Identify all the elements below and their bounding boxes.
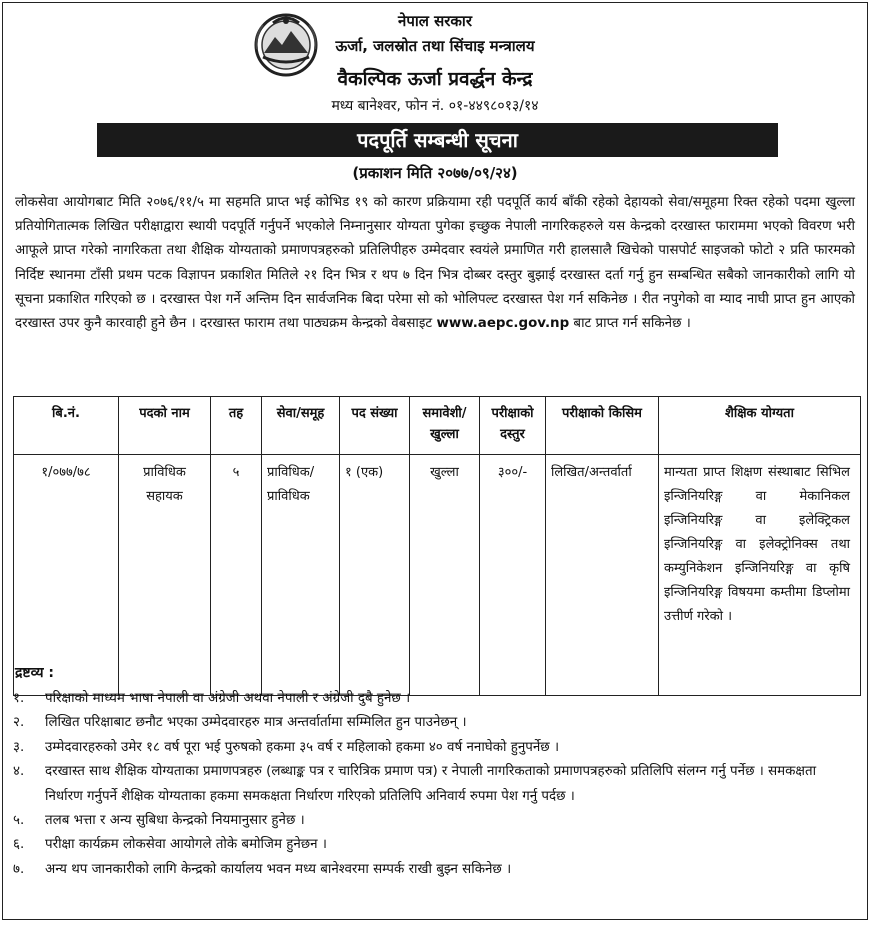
- col-header-qualification: शैक्षिक योग्यता: [659, 397, 861, 455]
- col-header-post: पदको नाम: [119, 397, 211, 455]
- col-header-level: तह: [211, 397, 262, 455]
- letterhead: [3, 3, 867, 121]
- intro-paragraph: [15, 191, 855, 336]
- note-text: परीक्षा कार्यक्रम लोकसेवा आयोगले तोके बमोजिम हुनेछन ।: [45, 837, 327, 853]
- col-header-count: पद संख्या: [340, 397, 410, 455]
- table-header-row: [14, 397, 861, 455]
- note-text: उम्मेदवारहरुको उमेर १८ वर्ष पूरा भई पुरुषको हकमा ३५ वर्ष र महिलाको हकमा ४० वर्ष ननाघेको हुनुपर्नेछ ।: [45, 739, 560, 755]
- list-item: [13, 760, 851, 809]
- note-number: ६.: [13, 837, 25, 853]
- note-text: परिक्षाको माध्यम भाषा नेपाली वा अंग्रेजी अथवा नेपाली र अंग्रेजी दुबै हुनेछ ।: [45, 691, 411, 706]
- vacancy-table: [13, 396, 861, 696]
- list-item: [13, 833, 851, 857]
- note-number: ७.: [13, 861, 25, 877]
- list-item: [13, 858, 851, 882]
- col-header-service: सेवा/समूह: [262, 397, 340, 455]
- notes-heading: द्रष्टव्य :: [15, 665, 54, 681]
- note-number: ५.: [13, 813, 25, 829]
- table-row: [14, 455, 861, 696]
- cell-exam-type: लिखित/अन्तर्वार्ता: [546, 455, 659, 696]
- centre-name: वैकल्पिक ऊर्जा प्रवर्द्धन केन्द्र: [337, 68, 533, 90]
- cell-qualification: मान्यता प्राप्त शिक्षण संस्थाबाट सिभिल इन्जिनियरिङ्ग वा मेकानिकल इन्जिनियरिङ्ग वा इलेक्ट्रिकल इन्जिनियरिङ्ग वा इलेक्ट्रोनिक्स तथा कम्युनिकेशन इन्जिनियरिङ्ग वा कृषि इन्जिनियरिङ्ग विषयमा कम्तीमा डिप्लोमा उत्तीर्ण गरेको ।: [659, 455, 861, 696]
- cell-fee: ३००/-: [480, 455, 546, 696]
- col-header-serial: बि.नं.: [14, 397, 119, 455]
- list-item: [13, 736, 851, 760]
- note-text: तलब भत्ता र अन्य सुबिधा केन्द्रको नियमानुसार हुनेछ ।: [45, 813, 305, 829]
- note-number: २.: [13, 715, 25, 731]
- note-number: ३.: [13, 739, 25, 755]
- publication-date: (प्रकाशन मिति २०७७/०९/२४): [352, 164, 518, 182]
- list-item: [13, 711, 851, 735]
- note-number: १.: [13, 691, 25, 706]
- cell-service: प्राविधिक/ प्राविधिक: [262, 455, 340, 696]
- col-header-inclusive: समावेशी/ खुल्ला: [410, 397, 480, 455]
- cell-post: प्राविधिक सहायक: [119, 455, 211, 696]
- website-link[interactable]: www.aepc.gov.np: [436, 316, 570, 332]
- centre-address: मध्य बानेश्वर, फोन नं. ०१-४४९८०१३/१४: [331, 98, 539, 114]
- col-header-exam-type: परीक्षाको किसिम: [546, 397, 659, 455]
- government-name: नेपाल सरकार: [398, 12, 472, 30]
- cell-level: ५: [211, 455, 262, 696]
- note-text: दरखास्त साथ शैक्षिक योग्यताका प्रमाणपत्रहरु (लब्धाङ्क पत्र र चारित्रिक प्रमाण पत्र) र नेपाली नागरिकताको प्रमाणपत्रहरुको प्रतिलिपि संलग्न गर्नु पर्नेछ । समकक्षता निर्धारण गर्नुपर्ने शैक्षिक योग्यताका हकमा समकक्षता निर्धारण गरिएको प्रतिलिपि अनिवार्य रुपमा पेश गर्नु पर्दछ ।: [45, 764, 817, 804]
- ministry-name: ऊर्जा, जलस्रोत तथा सिंचाइ मन्त्रालय: [335, 37, 535, 55]
- notice-page: [2, 2, 868, 920]
- note-text: अन्य थप जानकारीको लागि केन्द्रको कार्यालय भवन मध्य बानेश्वरमा सम्पर्क राखी बुझ्न सकिनेछ ।: [45, 861, 512, 877]
- col-header-fee: परीक्षाको दस्तुर: [480, 397, 546, 455]
- note-number: ४.: [13, 764, 25, 780]
- note-text: लिखित परिक्षाबाट छनौट भएका उम्मेदवारहरु मात्र अन्तर्वार्तामा सम्मिलित हुन पाउनेछन् ।: [45, 715, 467, 731]
- cell-serial: १/०७७/७८: [14, 455, 119, 696]
- cell-inclusive: खुल्ला: [410, 455, 480, 696]
- list-item: [13, 687, 851, 711]
- intro-tail: बाट प्राप्त गर्न सकिनेछ ।: [573, 316, 691, 332]
- notes-list: [13, 687, 851, 882]
- intro-text: लोकसेवा आयोगबाट मिति २०७६/११/५ मा सहमति प्राप्त भई कोभिड १९ को कारण प्रक्रियामा रही पदपूर्ति कार्य बाँकी रहेको देहायको सेवा/समूहमा रिक्त रहेको पदमा खुल्ला प्रतियोगितात्मक लिखित परीक्षाद्वारा स्थायी पदपूर्ति गर्नुपर्ने भएकोले निम्नानुसार योग्यता पुगेका इच्छुक नेपाली नागरिकहरुले यस केन्द्रको दरखास्त फाराममा भएको विवरण भरी आफूले प्राप्त गरेको नागरिकता तथा शैक्षिक योग्यताको प्रमाणपत्रहरुको प्रतिलिपीहरु उम्मेदवार स्वयंले प्रमाणित गरी हालसालै खिचेको पासपोर्ट साइजको फोटो २ प्रति फारमको निर्दिष्ट स्थानमा टाँसी प्रथम पटक विज्ञापन प्रकाशित मितिले २१ दिन भित्र र थप ७ दिन भित्र दोब्बर दस्तुर बुझाई दरखास्त दर्ता गर्नु हुन सम्बन्धित सबैको जानकारीको लागि यो सूचना प्रकाशित गरिएको छ । दरखास्त पेश गर्ने अन्तिम दिन सार्वजनिक बिदा परेमा सो को भोलिपल्ट दरखास्त पेश गर्न सकिनेछ । रीत नपुगेको वा म्याद नाघी प्राप्त हुन आएको दरखास्त उपर कुनै कारवाही हुने छैन । दरखास्त फाराम तथा पाठ्यक्रम केन्द्रको वेबसाइट: [15, 195, 855, 332]
- list-item: [13, 809, 851, 833]
- cell-count: १ (एक): [340, 455, 410, 696]
- notice-title: पदपूर्ति सम्बन्धी सूचना: [97, 123, 778, 157]
